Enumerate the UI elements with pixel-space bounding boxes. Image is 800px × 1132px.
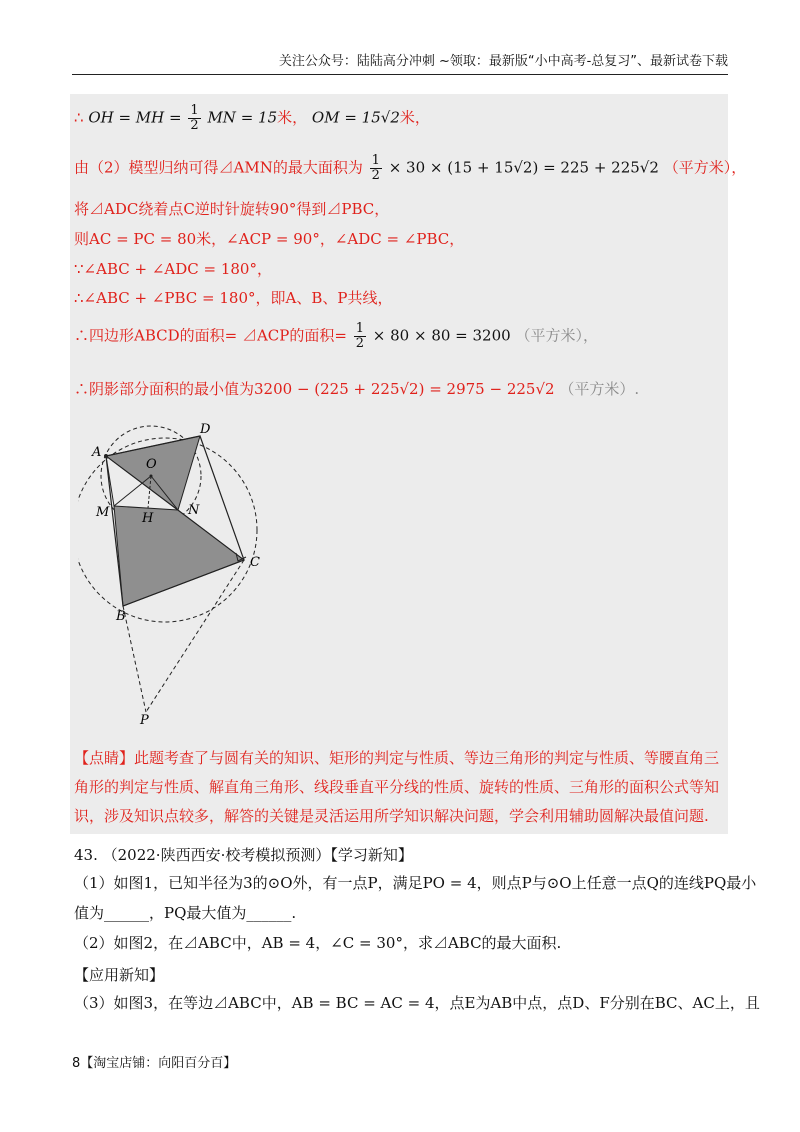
question-part-1a: （1）如图1，已知半径为3的⊙O外，有一点P，满足PO = 4，则点P与⊙O上任意一点Q的连线PQ最小 [74,874,757,892]
label-n: N [188,503,200,518]
segment-am [106,456,114,506]
label-b: B [116,609,126,624]
segment-om [114,476,151,506]
unit-sqm: （平方米）， [663,158,747,177]
eq-mn: MN = 15 [207,108,278,127]
key-point-comment: 【点睛】此题考查了与圆有关的知识、矩形的判定与性质、等边三角形的判定与性质、等腰直角三角形的判定与性质、解直角三角形、线段垂直平分线的性质、旋转的性质、三角形的面积公式等知识，涉及知识点较多，解答的关键是灵活运用所学知识解决问题，学会利用辅助圆解决最值问题. [74,749,720,825]
text-max-area: 由（2）模型归纳可得⊿AMN的最大面积为 [74,158,363,177]
label-o: O [146,457,157,472]
label-d: D [200,422,211,437]
solution-line-6: ∴∠ABC + ∠PBC = 180°，即A、B、P共线， [74,289,393,307]
question-part-1b: 值为______，PQ最大值为______. [74,904,297,922]
solution-line-1 [74,104,430,133]
expr-quad-area: × 80 × 80 = 3200 [372,326,511,345]
label-m: M [96,505,110,520]
label-p: P [140,713,149,728]
solution-line-5: ∵∠ABC + ∠ADC = 180°， [74,260,272,278]
page-header: 关注公众号：陆陆高分冲刺 ~领取：最新版“小中高考-总复习”、最新试卷下载 [278,54,728,69]
page-footer: 8【淘宝店铺：向阳百分百】 [72,1056,237,1071]
solution-line-4: 则AC = PC = 80米，∠ACP = 90°，∠ADC = ∠PBC， [74,230,465,248]
question-part-3: （3）如图3，在等边⊿ABC中，AB = BC = AC = 4，点E为AB中点，点D、F分别在BC、AC上，且 [74,994,760,1012]
shaded-triangle-adn [106,436,200,510]
header-divider [72,74,728,75]
point-o [150,475,153,478]
fraction-half: $\frac{1}{2}$ [371,153,380,183]
unit-meter-2: 米， [399,108,430,127]
fraction-half: $\frac{1}{2}$ [355,321,365,351]
segment-bp [123,606,146,712]
question-title: 43. （2022·陕西西安·校考模拟预测）【学习新知】 [74,846,413,864]
unit-sqm: （平方米）， [515,326,598,345]
eq-om: OM = 15√2 [311,108,400,127]
label-h: H [142,511,154,526]
point-a [104,454,108,458]
unit-sqm: （平方米）. [559,380,640,398]
text-min-shaded: ∴阴影部分面积的最小值为3200 − (225 + 225√2) = 2975 − 225√2 [74,380,555,398]
eq-oh-mh: OH = MH = [88,108,182,127]
fraction-half: $\frac{1}{2}$ [190,103,199,133]
text-quad-area: ∴四边形ABCD的面积= ⊿ACP的面积= [74,326,347,345]
question-part-2: （2）如图2，在⊿ABC中，AB = 4，∠C = 30°，求⊿ABC的最大面积. [74,934,562,952]
solution-line-2 [74,154,746,183]
unit-meter: 米， [277,108,308,127]
solution-line-7 [74,322,598,351]
solution-line-3: 将⊿ADC绕着点C逆时针旋转90°得到⊿PBC， [74,200,390,218]
solution-line-8 [74,378,639,399]
apply-heading: 【应用新知】 [74,966,165,984]
therefore-symbol: ∴ [74,108,84,127]
label-a: A [92,445,102,460]
label-c: C [250,555,260,570]
geometry-figure [78,418,278,730]
expr-area-amn: × 30 × (15 + 15√2) = 225 + 225√2 [388,158,659,177]
